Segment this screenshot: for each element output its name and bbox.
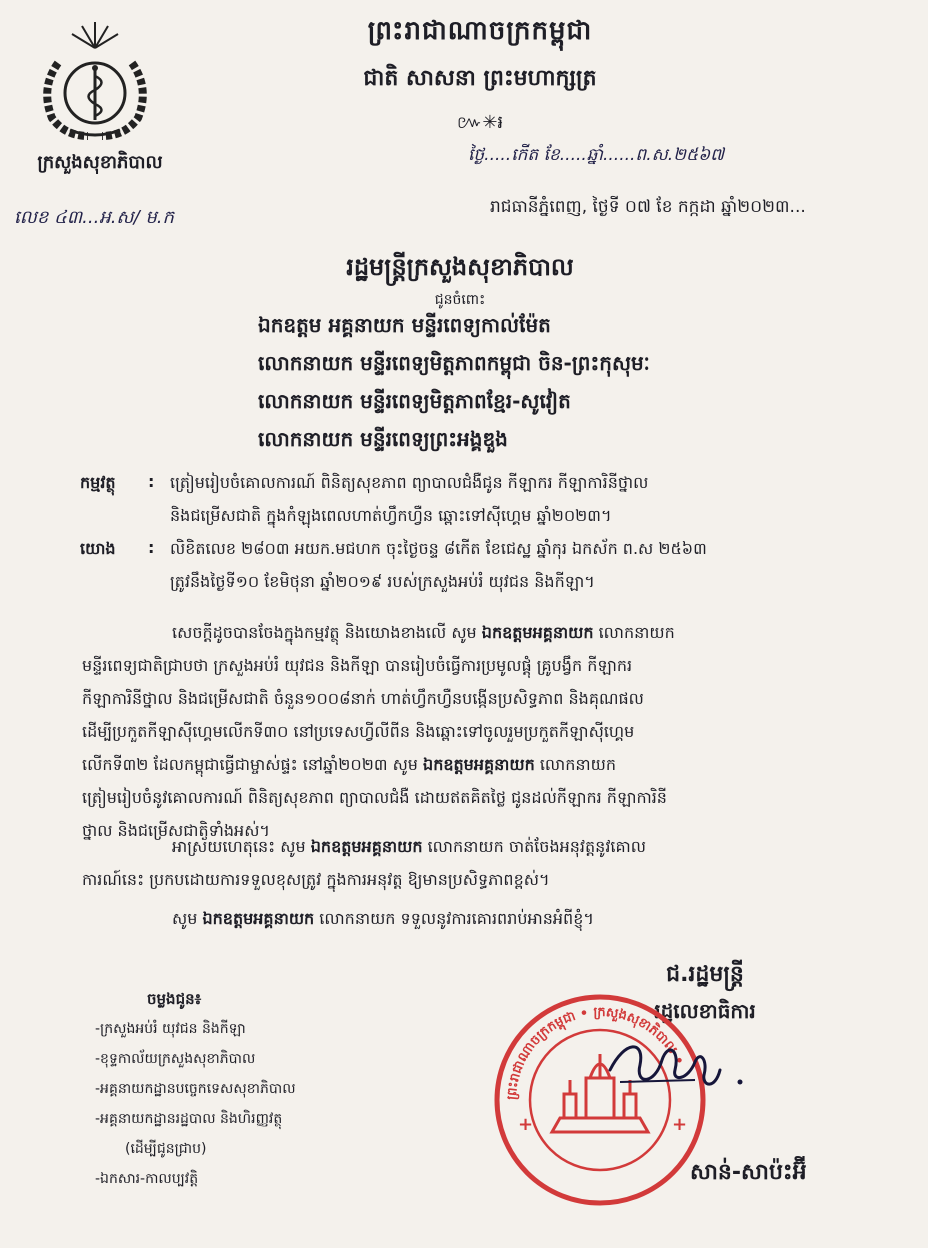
subject-separator: : [148,472,155,491]
recipient-item: លោកនាយក មន្ទីរពេទ្យព្រះអង្គឌួង [258,427,508,451]
addressee-label: ជូនចំពោះ [434,292,486,308]
body-bold-text: ឯកឧត្តមអគ្គនាយក [310,837,423,856]
recipient-item: លោកនាយក មន្ទីរពេទ្យមិត្តភាពកម្ពុជា ចិន-ព្រះកុសុមៈ [258,351,650,375]
lunar-date: ថ្ងៃ.....កើត ខែ.....ឆ្នាំ......ព.ស.២៥៦៧ [468,145,725,165]
body-text: សូម [172,909,203,928]
stamp-ring-text: ព្រះរាជាណាចក្រកម្ពុជា • ក្រសួងសុខាភិបាល • [504,1004,687,1101]
cc-item: -អគ្គនាយកដ្ឋានរដ្ឋបាល និងហិរញ្ញវត្ថុ [95,1111,283,1127]
cc-item: -ឯកសារ-កាលប្បវត្តិ [95,1171,199,1187]
reference-separator: : [148,538,155,557]
body-line [82,616,882,649]
body-paragraph-1 [82,616,882,847]
body-text: លោកនាយក [593,623,675,642]
header-ornament: ៚✳៛ [456,112,504,133]
cc-item: -ក្រសួងអប់រំ យុវជន និងកីឡា [95,1021,246,1037]
body-bold-text: ឯកឧត្តមអគ្គនាយក [481,623,594,642]
reference-number: លេខ ៤៣...អ.ស/ ម.ក [14,207,174,228]
body-text: លោកនាយក ចាត់ចែងអនុវត្តនូវគោល [422,837,646,856]
recipient-item: លោកនាយក មន្ទីរពេទ្យមិត្តភាពខ្មែរ-សូវៀត [258,389,571,413]
cc-item: -ខុទ្ទកាល័យក្រសួងសុខាភិបាល [95,1051,256,1067]
body-line: ត្រៀមរៀបចំនូវគោលការណ៍ ពិនិត្យសុខភាព ព្យាបាលជំងឺ ដោយឥតគិតថ្លៃ ជូនដល់កីឡាករ កីឡាការិនី [82,788,667,807]
official-stamp-icon [490,990,710,1210]
reference-line-2: ត្រូវនឹងថ្ងៃទី១០ ខែមិថុនា ឆ្នាំ២០១៩ របស់ក្រសួងអប់រំ យុវជន និងកីឡា។ [170,572,595,591]
handwritten-signature-icon [600,1030,750,1100]
signature-title-1: ជ.រដ្ឋមន្ត្រី [666,962,744,987]
body-bold-text: ឯកឧត្តមអគ្គនាយក [202,909,315,928]
body-paragraph-2 [82,830,882,896]
body-line [82,902,882,935]
body-text: លោកនាយក ទទួលនូវការគោរពរាប់អានអំពីខ្ញុំ។ [314,909,594,928]
kingdom-title: ព្រះរាជាណាចក្រកម្ពុជា [367,16,593,46]
signatory-name: សាន់-សាប៉ះអ៊ី [690,1160,807,1185]
subject-line-2: និងជម្រើសជាតិ ក្នុងកំឡុងពេលហាត់ហ្វឹកហ្វឺន ឆ្ពោះទៅស៊ីហ្គេម ឆ្នាំ២០២៣។ [170,506,612,525]
body-paragraph-3 [82,902,882,935]
recipient-item: ឯកឧត្តម អគ្គនាយក មន្ទីរពេទ្យកាល់ម៉ែត [258,313,551,337]
ministry-name: ក្រសួងសុខាភិបាល [37,152,163,173]
body-line [82,748,882,781]
reference-line-1: លិខិតលេខ ២៨០៣ អយក.មជហក ចុះថ្ងៃចន្ទ ៨កើត ខែជេស្ឋ ឆ្នាំកុរ ឯកស័ក ព.ស ២៥៦៣ [170,539,707,558]
svg-text:+: + [672,1114,688,1135]
body-text: លើកទី៣២ ដែលកម្ពុជាធ្វើជាម្ចាស់ផ្ទះ នៅឆ្នាំ២០២៣ សូម [82,755,424,774]
cc-title: ចម្លងជូន៖ [147,990,202,1008]
body-line [82,830,882,863]
national-motto: ជាតិ សាសនា ព្រះមហាក្សត្រ [363,66,597,91]
body-line: មន្ទីរពេទ្យជាតិជ្រាបថា ក្រសួងអប់រំ យុវជន និងកីឡា បានរៀបចំធ្វើការប្រមូលផ្តុំ គ្រូបង្វឹក កីឡាករ [82,656,633,675]
recipients-list [258,312,778,464]
svg-text:+: + [518,1114,534,1135]
body-line: ដើម្បីប្រកួតកីឡាស៊ីហ្គេមលើកទី៣០ នៅប្រទេសហ្វីលីពីន និងឆ្ពោះទៅចូលរួមប្រកួតកីឡាស៊ីហ្គេម [82,722,635,741]
reference-label: យោង [80,539,116,558]
cc-item: (ដើម្បីជូនជ្រាប) [125,1141,207,1157]
sender-title: រដ្ឋមន្ត្រីក្រសួងសុខាភិបាល [346,253,574,281]
subject-line-1: ត្រៀមរៀបចំគោលការណ៍ ពិនិត្យសុខភាព ព្យាបាលជំងឺជូន កីឡាករ កីឡាការិនីថ្នាល [170,473,649,492]
signature-title-2: រដ្ឋលេខាធិការ [654,999,756,1023]
body-text: សេចក្តីដូចបានចែងក្នុងកម្មវត្ថុ និងយោងខាងលើ សូម [172,623,482,642]
body-line: កីឡាការិនីថ្នាល និងជម្រើសជាតិ ចំនួន១០០៨នាក់ ហាត់ហ្វឹកហ្វឺនបង្កើនប្រសិទ្ធភាព និងគុណផល [82,689,644,708]
cc-item: -អគ្គនាយកដ្ឋានបច្ចេកទេសសុខាភិបាល [95,1081,296,1097]
body-line: ថ្នាល និងជម្រើសជាតិទាំងអស់។ [82,821,270,840]
ministry-emblem-icon [30,18,160,143]
body-line: ការណ៍នេះ ប្រកបដោយការទទួលខុសត្រូវ ក្នុងការអនុវត្ត ឱ្យមានប្រសិទ្ធភាពខ្ពស់។ [82,870,550,889]
place-date: រាជធានីភ្នំពេញ, ថ្ងៃទី ០៧ ខែ កក្កដា ឆ្នាំ២០២៣... [490,197,806,217]
body-bold-text: ឯកឧត្តមអគ្គនាយក [423,755,535,774]
subject-label: កម្មវត្ថុ [80,473,116,492]
cc-list [95,990,395,1194]
body-text: លោកនាយក [534,755,617,774]
body-text: អាស្រ័យហេតុនេះ សូម [172,837,311,856]
